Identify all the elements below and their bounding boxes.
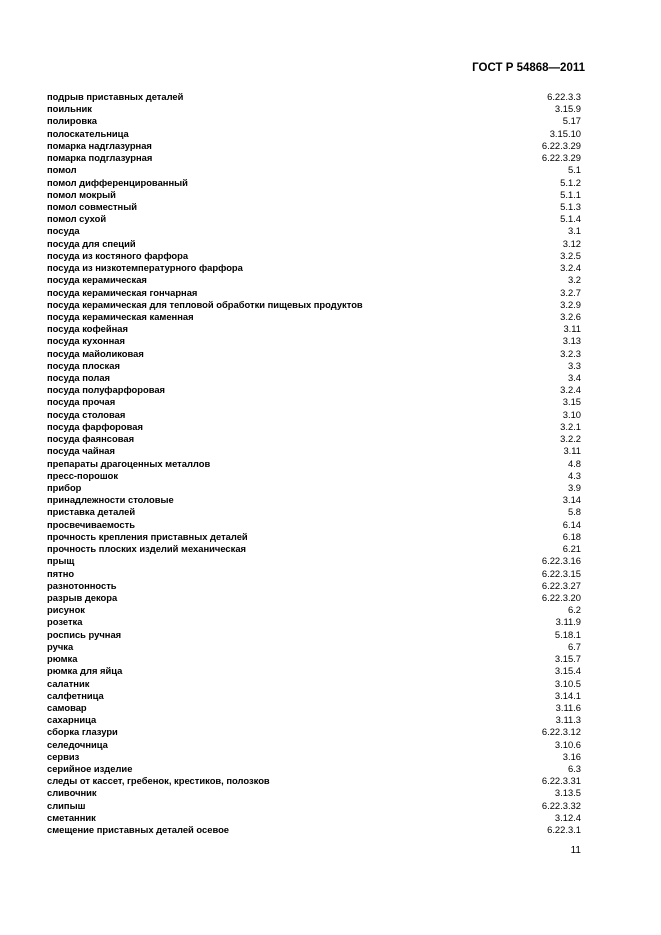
index-entry <box>47 115 581 127</box>
index-entry <box>47 555 581 567</box>
index-term: рисунок <box>47 604 85 616</box>
index-ref: 3.9 <box>567 482 581 493</box>
index-entry <box>47 213 581 225</box>
index-ref: 3.2.4 <box>560 384 581 396</box>
index-entry <box>47 128 581 140</box>
index-ref: 6.22.3.20 <box>541 591 581 603</box>
document-header: ГОСТ Р 54868—2011 <box>472 62 585 74</box>
index-ref: 3.2.1 <box>560 420 581 432</box>
index-term: посуда из низкотемпературного фарфора <box>47 262 243 274</box>
index-term: посуда фарфоровая <box>47 420 143 432</box>
index-ref: 3.10.6 <box>554 738 581 750</box>
index-ref: 3.16 <box>562 750 581 762</box>
index-ref: 6.14 <box>562 518 581 530</box>
index-ref: 6.22.3.32 <box>541 799 581 811</box>
index-entry <box>47 164 581 176</box>
index-ref: 3.11 <box>563 323 581 335</box>
term-index <box>47 91 581 836</box>
index-entry <box>47 482 581 494</box>
index-term: препараты драгоценных металлов <box>47 457 211 469</box>
index-ref: 3.12 <box>562 237 581 249</box>
index-entry <box>47 787 581 799</box>
index-entry <box>47 531 581 543</box>
index-term: ручка <box>47 640 74 652</box>
index-entry <box>47 702 581 714</box>
index-ref: 5.1.1 <box>560 188 581 200</box>
index-term: посуда столовая <box>47 408 126 420</box>
index-ref: 3.15.9 <box>554 103 581 115</box>
index-term: помол мокрый <box>47 188 116 200</box>
index-entry <box>47 751 581 763</box>
index-term: посуда плоская <box>47 359 120 371</box>
index-ref: 5.1.4 <box>560 213 581 225</box>
index-ref: 6.3 <box>567 763 581 775</box>
index-term: полировка <box>47 115 97 127</box>
index-ref: 3.3 <box>567 359 581 371</box>
index-term: серийное изделие <box>47 763 133 775</box>
index-term: посуда керамическая гончарная <box>47 286 198 298</box>
index-ref: 5.1.3 <box>560 200 581 212</box>
index-entry <box>47 800 581 812</box>
index-term: прыщ <box>47 555 75 567</box>
index-term: салфетница <box>47 689 104 701</box>
index-ref: 6.22.3.16 <box>541 555 581 567</box>
index-ref: 3.15.7 <box>554 653 581 665</box>
index-ref: 3.2.9 <box>560 298 581 310</box>
index-term: разнотонность <box>47 579 117 591</box>
index-term: посуда полая <box>47 372 111 384</box>
index-entry <box>47 396 581 408</box>
index-term: рюмка для яйца <box>47 665 123 677</box>
index-term: смещение приставных деталей осевое <box>47 824 230 836</box>
index-term: разрыв декора <box>47 591 118 603</box>
index-ref: 3.15 <box>562 396 581 408</box>
page-number: 11 <box>570 845 581 856</box>
index-term: помол <box>47 164 77 176</box>
index-ref: 3.14 <box>562 494 581 506</box>
index-ref: 3.11 <box>563 445 581 457</box>
index-term: прибор <box>47 482 82 493</box>
index-entry <box>47 433 581 445</box>
index-entry <box>47 103 581 115</box>
index-ref: 3.2.3 <box>560 347 581 359</box>
index-ref: 5.17 <box>562 115 581 127</box>
index-term: посуда керамическая каменная <box>47 310 194 322</box>
index-ref: 6.22.3.31 <box>541 775 581 787</box>
index-term: посуда из костяного фарфора <box>47 249 189 261</box>
index-ref: 5.1.2 <box>560 176 581 188</box>
index-term: розетка <box>47 616 83 628</box>
index-entry <box>47 568 581 580</box>
index-entry <box>47 665 581 677</box>
index-term: посуда полуфарфоровая <box>47 384 166 396</box>
index-entry <box>47 372 581 384</box>
index-ref: 3.11.3 <box>555 714 581 726</box>
index-term: поильник <box>47 103 92 115</box>
index-ref: 4.3 <box>567 469 581 481</box>
index-ref: 3.2.5 <box>560 249 581 261</box>
index-ref: 3.2 <box>567 274 581 286</box>
index-term: роспись ручная <box>47 628 122 640</box>
index-ref: 3.10 <box>562 408 581 420</box>
index-entry <box>47 506 581 518</box>
index-entry <box>47 335 581 347</box>
index-entry <box>47 348 581 360</box>
index-term: полоскательница <box>47 127 129 139</box>
index-ref: 3.15.4 <box>554 665 581 677</box>
index-ref: 3.1 <box>567 225 581 237</box>
index-entry <box>47 775 581 787</box>
index-ref: 5.8 <box>567 506 581 518</box>
index-term: подрыв приставных деталей <box>47 91 184 102</box>
index-ref: 3.13 <box>562 335 581 347</box>
index-term: сливочник <box>47 787 97 799</box>
index-term: помол совместный <box>47 200 137 212</box>
index-entry <box>47 360 581 372</box>
index-term: слипыш <box>47 799 86 811</box>
index-entry <box>47 739 581 751</box>
index-entry <box>47 323 581 335</box>
index-entry <box>47 152 581 164</box>
index-ref: 3.13.5 <box>554 787 581 799</box>
index-ref: 3.12.4 <box>554 811 581 823</box>
index-entry <box>47 201 581 213</box>
index-term: помарка подглазурная <box>47 152 153 164</box>
index-entry <box>47 225 581 237</box>
index-entry <box>47 91 581 103</box>
index-term: помол сухой <box>47 213 107 225</box>
index-entry <box>47 604 581 616</box>
index-term: сметанник <box>47 811 96 823</box>
index-entry <box>47 299 581 311</box>
index-term: посуда фаянсовая <box>47 433 135 445</box>
index-entry <box>47 421 581 433</box>
index-term: принадлежности столовые <box>47 494 174 506</box>
index-entry <box>47 690 581 702</box>
index-ref: 3.2.2 <box>560 433 581 445</box>
index-entry <box>47 409 581 421</box>
index-entry <box>47 238 581 250</box>
index-term: приставка деталей <box>47 506 136 518</box>
index-term: рюмка <box>47 653 78 665</box>
index-ref: 6.2 <box>567 604 581 616</box>
index-term: самовар <box>47 701 87 713</box>
index-entry <box>47 287 581 299</box>
index-entry <box>47 616 581 628</box>
index-ref: 6.22.3.29 <box>541 152 581 164</box>
index-term: посуда кофейная <box>47 323 128 335</box>
index-term: посуда керамическая для тепловой обработки пищевых продуктов <box>47 298 363 310</box>
index-term: сборка глазури <box>47 726 118 738</box>
index-term: следы от кассет, гребенок, крестиков, полозков <box>47 775 270 787</box>
index-ref: 3.15.10 <box>549 127 581 139</box>
index-entry <box>47 641 581 653</box>
index-ref: 3.10.5 <box>554 677 581 689</box>
index-entry <box>47 494 581 506</box>
index-entry <box>47 824 581 836</box>
index-entry <box>47 384 581 396</box>
index-term: салатник <box>47 677 90 689</box>
index-term: посуда прочая <box>47 396 116 408</box>
index-term: просвечиваемость <box>47 518 135 530</box>
index-entry <box>47 678 581 690</box>
index-ref: 6.22.3.3 <box>547 91 581 102</box>
index-entry <box>47 653 581 665</box>
index-term: прочность плоских изделий механическая <box>47 543 247 555</box>
index-term: посуда чайная <box>47 445 115 457</box>
index-ref: 3.2.6 <box>560 310 581 322</box>
index-term: посуда <box>47 225 80 237</box>
index-ref: 6.21 <box>562 543 581 555</box>
index-entry <box>47 458 581 470</box>
index-ref: 6.22.3.15 <box>541 567 581 579</box>
index-entry <box>47 140 581 152</box>
index-term: помарка надглазурная <box>47 139 152 151</box>
index-term: пресс-порошок <box>47 469 119 481</box>
index-entry <box>47 250 581 262</box>
index-ref: 5.18.1 <box>554 628 581 640</box>
index-ref: 6.18 <box>562 530 581 542</box>
index-ref: 3.2.4 <box>560 262 581 274</box>
index-entry <box>47 189 581 201</box>
index-ref: 3.11.9 <box>555 616 581 628</box>
index-ref: 3.14.1 <box>554 689 581 701</box>
index-ref: 6.22.3.27 <box>541 579 581 591</box>
index-ref: 5.1 <box>567 164 581 176</box>
index-entry <box>47 311 581 323</box>
index-ref: 6.22.3.12 <box>541 726 581 738</box>
index-term: сервиз <box>47 750 80 762</box>
index-term: сахарница <box>47 714 97 726</box>
index-entry <box>47 543 581 555</box>
index-entry <box>47 763 581 775</box>
index-ref: 3.11.6 <box>555 701 581 713</box>
index-ref: 6.7 <box>567 640 581 652</box>
index-ref: 6.22.3.1 <box>547 824 581 836</box>
index-entry <box>47 470 581 482</box>
index-ref: 3.2.7 <box>560 286 581 298</box>
index-entry <box>47 812 581 824</box>
index-entry <box>47 274 581 286</box>
index-term: посуда майоликовая <box>47 347 144 359</box>
index-term: прочность крепления приставных деталей <box>47 530 248 542</box>
index-term: помол дифференцированный <box>47 176 188 188</box>
index-term: посуда керамическая <box>47 274 147 286</box>
index-entry <box>47 580 581 592</box>
index-ref: 4.8 <box>567 457 581 469</box>
index-term: посуда кухонная <box>47 335 125 347</box>
index-ref: 3.4 <box>567 372 581 384</box>
index-term: селедочница <box>47 738 108 750</box>
index-entry <box>47 445 581 457</box>
index-entry <box>47 519 581 531</box>
index-ref: 6.22.3.29 <box>541 139 581 151</box>
index-entry <box>47 177 581 189</box>
index-entry <box>47 714 581 726</box>
index-entry <box>47 629 581 641</box>
index-term: посуда для специй <box>47 237 136 249</box>
index-entry <box>47 726 581 738</box>
index-term: пятно <box>47 567 75 579</box>
index-entry <box>47 592 581 604</box>
index-entry <box>47 262 581 274</box>
